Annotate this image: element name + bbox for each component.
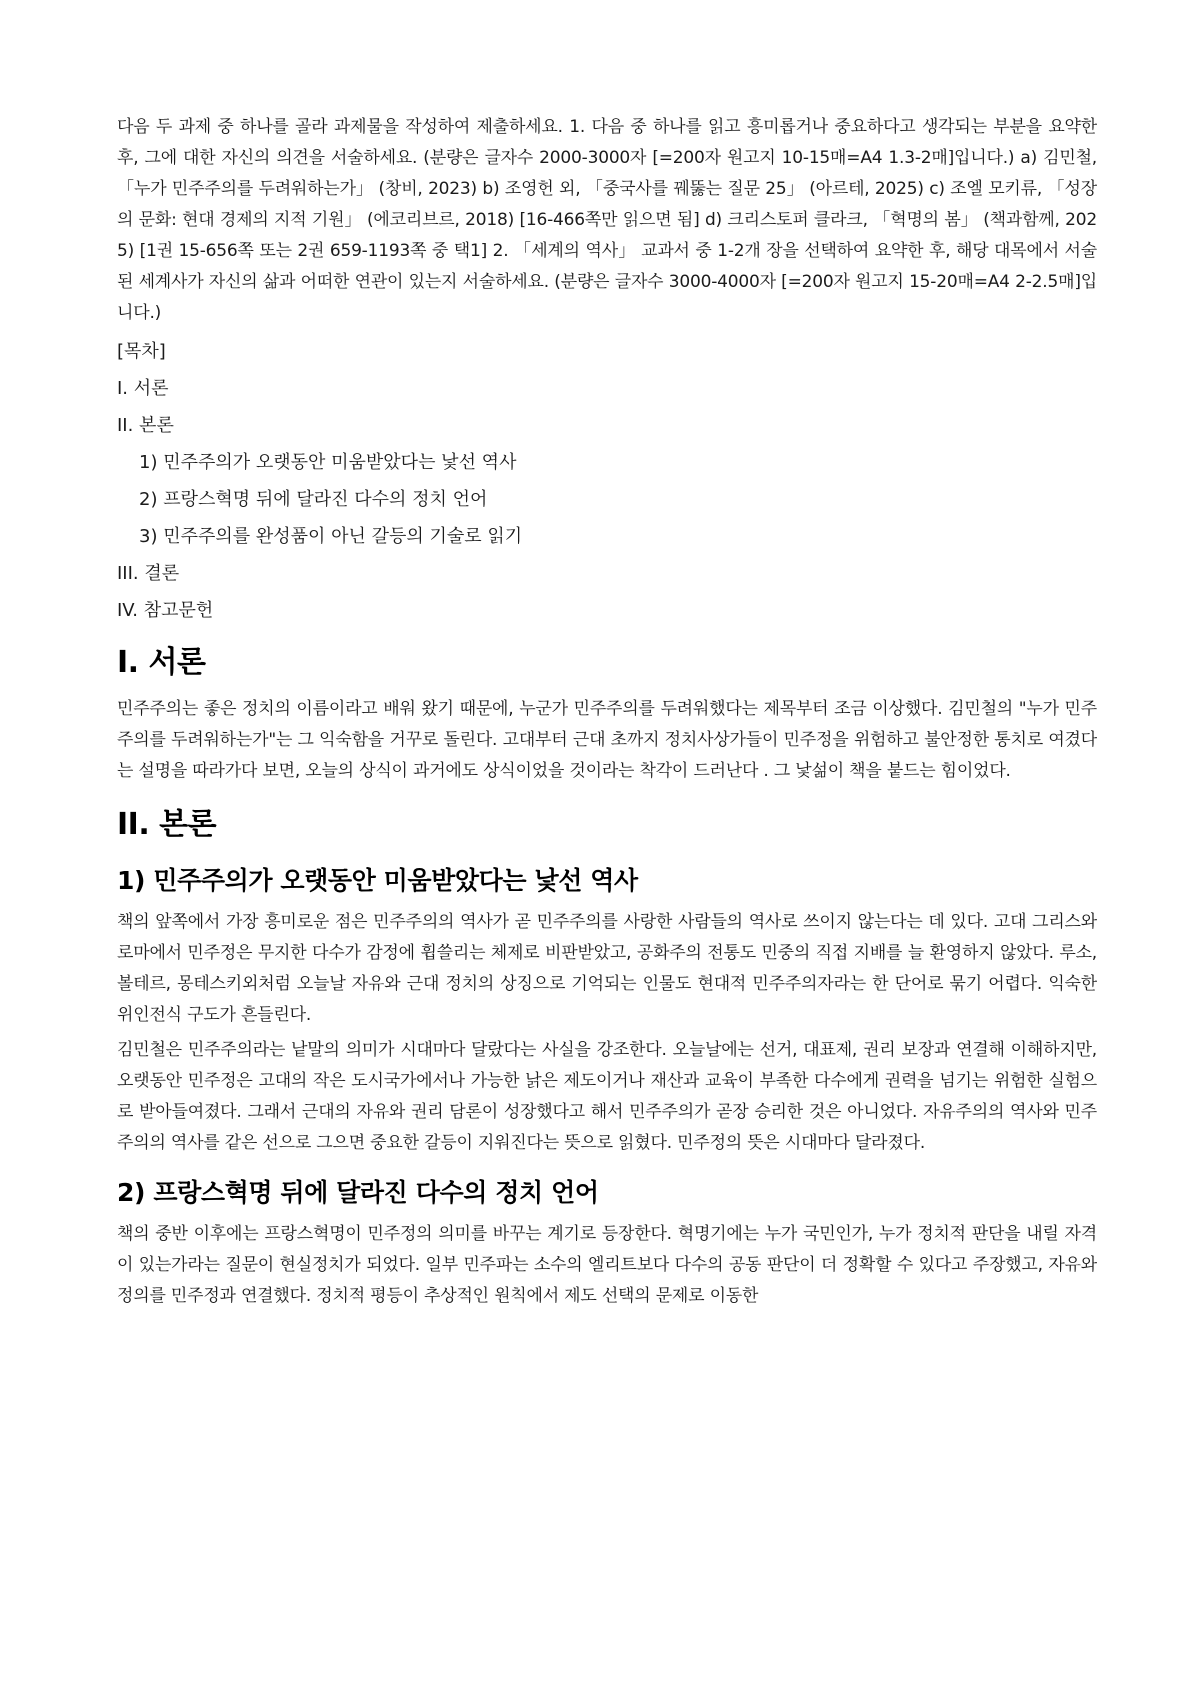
subsection-heading-2: 2) 프랑스혁명 뒤에 달라진 다수의 정치 언어	[117, 1178, 599, 1207]
toc-item: 3) 민주주의를 완성품이 아닌 갈등의 기술로 읽기	[139, 526, 523, 547]
section-heading-body: II. 본론	[117, 807, 217, 842]
body-paragraph: 책의 앞쪽에서 가장 흥미로운 점은 민주주의의 역사가 곧 민주주의를 사랑한 사람들의 역사로 쓰이지 않는다는 데 있다. 고대 그리스와 로마에서 민주정은 무지한 다수가 감정에 휩쓸리는 체제로 비판받았고, 공화주의 전통도 민중의 직접 지배를 늘 환영하지 않았다. 루소, 볼테르, 몽테스키외처럼 오늘날 자유와 근대 정치의 상징으로 기억되는 인물도 현대적 민주주의자라는 한 단어로 묶기 어렵다. 익숙한 위인전식 구도가 흔들린다.	[117, 912, 1097, 1025]
toc-item: 1) 민주주의가 오랫동안 미움받았다는 낯선 역사	[139, 452, 517, 473]
assignment-instructions: 다음 두 과제 중 하나를 골라 과제물을 작성하여 제출하세요. 1. 다음 중 하나를 읽고 흥미롭거나 중요하다고 생각되는 부분을 요약한 후, 그에 대한 자신의 의견을 서술하세요. (분량은 글자수 2000-3000자 [=200자 원고지 10-15매=A4 1.3-2매]입니다.) a) 김민철, 「누가 민주주의를 두려워하는가」 (창비, 2023) b) 조영헌 외, 「중국사를 꿰뚫는 질문 25」 (아르테, 2025) c) 조엘 모키류, 「성장의 문화: 현대 경제의 지적 기원」 (에코리브르, 2018) [16-466쪽만 읽으면 됨] d) 크리스토퍼 클라크, 「혁명의 봄」 (책과함께, 2025) [1권 15-656쪽 또는 2권 659-1193쪽 중 택1] 2. 「세계의 역사」 교과서 중 1-2개 장을 선택하여 요약한 후, 해당 대목에서 서술된 세계사가 자신의 삶과 어떠한 연관이 있는지 서술하세요. (분량은 글자수 3000-4000자 [=200자 원고지 15-20매=A4 2-2.5매]입니다.)	[117, 117, 1097, 323]
toc-item: II. 본론	[117, 415, 174, 436]
introduction-paragraph: 민주주의는 좋은 정치의 이름이라고 배워 왔기 때문에, 누군가 민주주의를 두려워했다는 제목부터 조금 이상했다. 김민철의 "누가 민주주의를 두려워하는가"는 그 익숙함을 거꾸로 돌린다. 고대부터 근대 초까지 정치사상가들이 민주정을 위험하고 불안정한 통치로 여겼다는 설명을 따라가다 보면, 오늘의 상식이 과거에도 상식이었을 것이라는 착각이 드러난다 . 그 낯섦이 책을 붙드는 힘이었다.	[117, 699, 1097, 781]
table-of-contents	[117, 338, 1097, 625]
toc-item: IV. 참고문헌	[117, 600, 214, 621]
body-paragraph: 김민철은 민주주의라는 낱말의 의미가 시대마다 달랐다는 사실을 강조한다. 오늘날에는 선거, 대표제, 권리 보장과 연결해 이해하지만, 오랫동안 민주정은 고대의 작은 도시국가에서나 가능한 낡은 제도이거나 재산과 교육이 부족한 다수에게 권력을 넘기는 위험한 실험으로 받아들여졌다. 그래서 근대의 자유와 권리 담론이 성장했다고 해서 민주주의가 곧장 승리한 것은 아니었다. 자유주의의 역사와 민주주의의 역사를 같은 선으로 그으면 중요한 갈등이 지워진다는 뜻으로 읽혔다. 민주정의 뜻은 시대마다 달라졌다.	[117, 1040, 1097, 1153]
toc-item: 2) 프랑스혁명 뒤에 달라진 다수의 정치 언어	[139, 489, 488, 510]
toc-item: I. 서론	[117, 378, 169, 399]
body-paragraph: 책의 중반 이후에는 프랑스혁명이 민주정의 의미를 바꾸는 계기로 등장한다. 혁명기에는 누가 국민인가, 누가 정치적 판단을 내릴 자격이 있는가라는 질문이 현실정치가 되었다. 일부 민주파는 소수의 엘리트보다 다수의 공동 판단이 더 정확할 수 있다고 주장했고, 자유와 정의를 민주정과 연결했다. 정치적 평등이 추상적인 원칙에서 제도 선택의 문제로 이동한	[117, 1224, 1097, 1306]
section-heading-introduction: I. 서론	[117, 645, 206, 680]
toc-item: III. 결론	[117, 563, 180, 584]
document-page	[117, 112, 1097, 1696]
toc-label: [목차]	[117, 341, 166, 362]
subsection-heading-1: 1) 민주주의가 오랫동안 미움받았다는 낯선 역사	[117, 866, 638, 895]
